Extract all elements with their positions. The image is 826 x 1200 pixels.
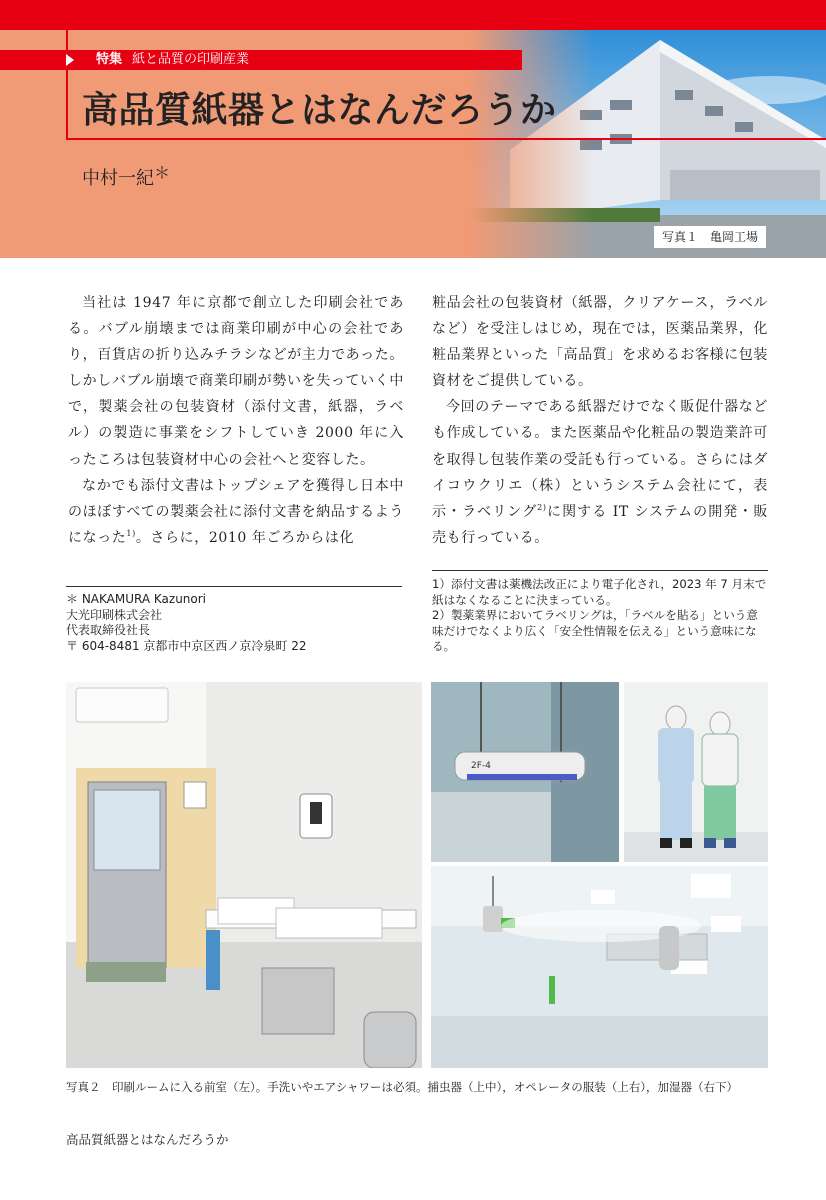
author-note (66, 592, 402, 654)
body-paragraph: なかでも添付文書はトップシェアを獲得し日本中のほぼすべての製薬会社に添付文書を納品するようになった$^{1)}$。さらに，2010 年ごろからは化 (68, 477, 404, 546)
body-column-right (432, 290, 768, 551)
tag-arrow-icon (66, 54, 74, 66)
footnote-rule (432, 570, 768, 571)
author-address: 〒 604-8481 京都市中京区西ノ京冷泉町 22 (66, 638, 307, 653)
title-underline (66, 138, 826, 140)
body-paragraph: 今回のテーマである紙器だけでなく販促什器なども作成している。また医薬品や化粧品の製造業許可を取得し包装作業の受託も行っている。さらにはダイコウクリエ（株）というシステム会社にて，表示・ラベリング$^{2)}$に関する IT システムの開発・販売も行っている。 (432, 399, 769, 546)
author-position: 代表取締役社長 (66, 623, 151, 637)
bug-trap-label: 2F-4 (471, 761, 491, 771)
body-paragraph: 粧品会社の包装資材（紙器，クリアケース，ラベルなど）を受注しはじめ，現在では，医薬品業界，化粧品業界といった「高品質」を求めるお客様に包装資材をご提供している。 (432, 295, 768, 390)
footnote-ref: 2) (537, 502, 547, 512)
body-column-left (68, 290, 404, 551)
author-name (82, 164, 170, 190)
accent-vertical-line (66, 30, 68, 140)
author-company: 大光印刷株式会社 (66, 607, 163, 622)
feature-tag-text: 紙と品質の印刷産業 (132, 52, 250, 67)
running-footer: 高品質紙器とはなんだろうか (66, 1132, 229, 1147)
photo1-caption: 写真１ 亀岡工場 (654, 226, 766, 248)
anteroom-photo (66, 682, 422, 1068)
photo2-caption: 写真２ 印刷ルームに入る前室（左）。手洗いやエアシャワーは必須。捕虫器（上中），オペレータの服装（上右），加湿器（右下） (66, 1080, 739, 1094)
feature-tag (96, 51, 249, 69)
bug-trap-photo (431, 682, 619, 862)
feature-tag-bar (0, 50, 522, 70)
body-paragraph: 当社は 1947 年に京都で創立した印刷会社である。バブル崩壊までは商業印刷が中心の会社であり，百貨店の折り込みチラシなどが主力であった。しかしバブル崩壊で商業印刷が勢いを失っていく中で，製薬会社の包装資材（添付文書，紙器，ラベル）の製造に事業をシフトしていき 2000 年に入ったころは包装資材中心の会社へと変容した。 (68, 295, 404, 468)
factory-photo (470, 30, 826, 258)
footnote-ref: 1) (126, 528, 136, 538)
operator-clothing-photo (624, 682, 768, 862)
author-romanized: ＊ NAKAMURA Kazunori (66, 592, 207, 606)
author-mark: ＊ (154, 163, 171, 182)
article-title: 高品質紙器とはなんだろうか (82, 90, 557, 131)
footnotes (432, 577, 768, 655)
footnote-1: 1）添付文書は薬機法改正により電子化され，2023 年 7 月末で紙はなくなることに決まっている。 (432, 577, 767, 607)
feature-tag-label: 特集 (96, 52, 123, 67)
author-name-text: 中村一紀 (82, 168, 154, 189)
top-red-bar (0, 0, 826, 30)
author-note-rule (66, 586, 402, 587)
humidifier-photo (431, 866, 768, 1068)
footnote-2: 2）製薬業界においてラベリングは，「ラベルを貼る」という意味だけでなくより広く「安全性情報を伝える」という意味になる。 (432, 608, 758, 653)
